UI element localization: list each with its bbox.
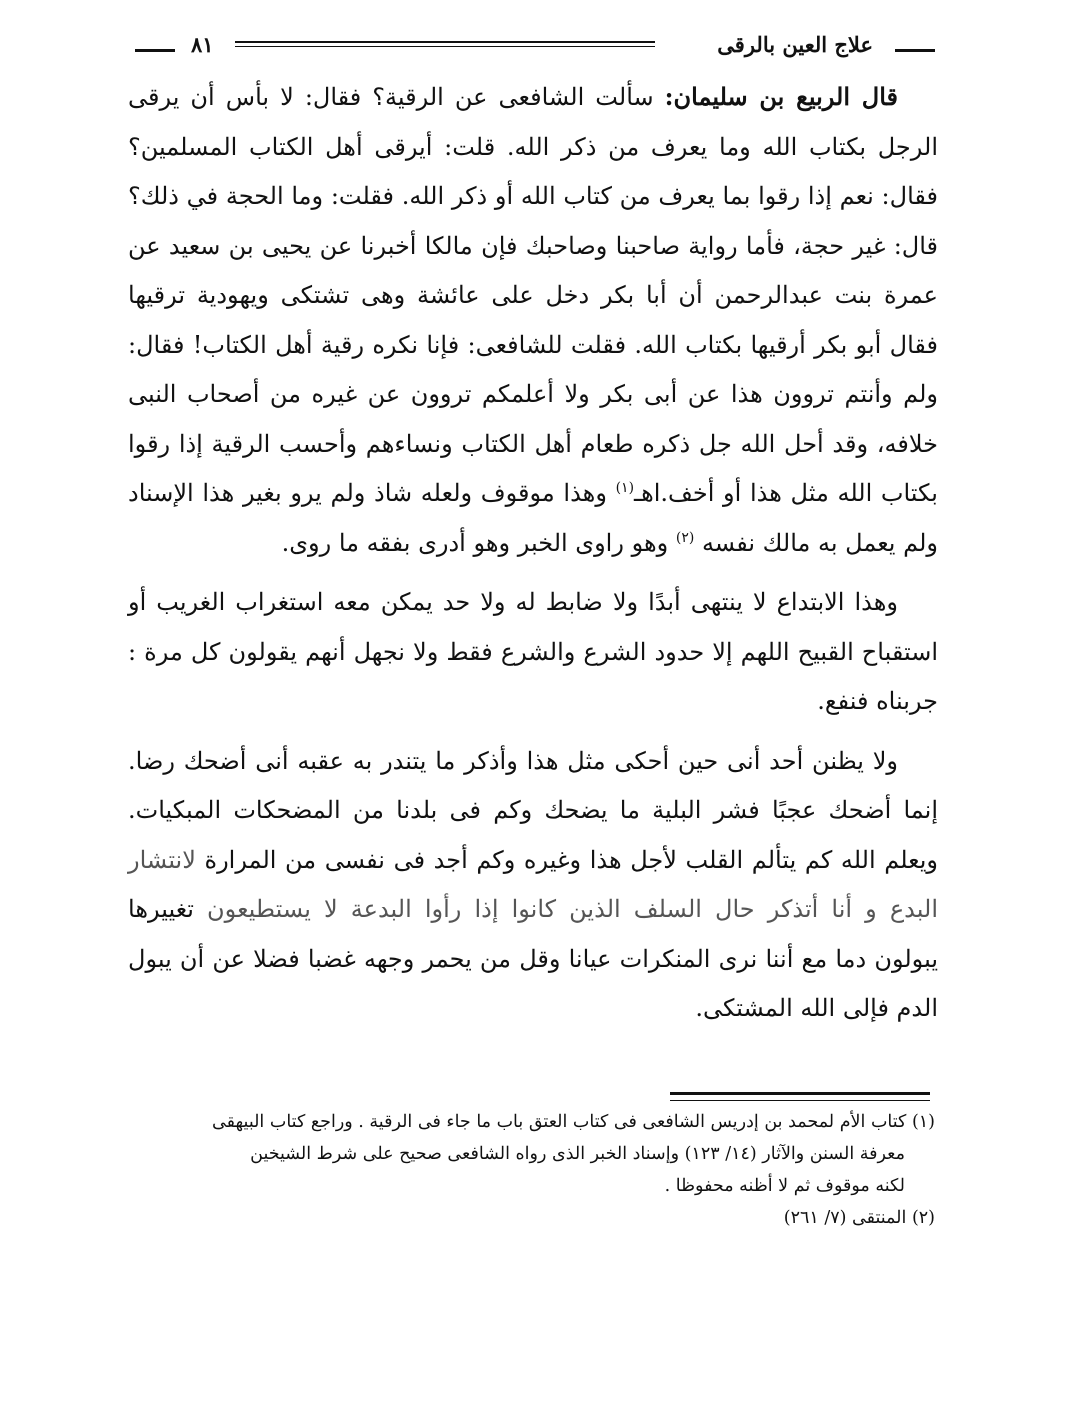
- footnote-ref-2[interactable]: (٢): [675, 529, 695, 546]
- paragraph-2: [128, 578, 938, 727]
- running-title: علاج العين بالرقى: [717, 32, 873, 57]
- footnote-1-continued: معرفة السنن والآثار (١٤/ ١٢٣) وإسناد الخبر الذى رواه الشافعى صحيح على شرط الشيخين: [250, 1144, 905, 1164]
- paragraph-text: وهذا الابتداع لا ينتهى أبدًا ولا ضابط له ولا حد يمكن معه استغراب الغريب أو استقباح القبيح اللهم إلا حدود الشرع والشرع فقط ولا نجهل أنهم يقولون كل مرة : جربناه فنفع.: [128, 588, 938, 715]
- paragraph-text: وهذا موقوف ولعله شاذ ولم يرو بغير هذا الإسناد ولم يعمل به مالك نفسه: [128, 479, 938, 557]
- footnote-rule: [670, 1092, 930, 1095]
- speaker-name: قال الربيع بن سليمان:: [664, 82, 899, 111]
- paragraph-text: وهو راوى الخبر وهو أدرى بفقه ما روى.: [281, 528, 676, 557]
- header-rule-thin: [235, 46, 655, 47]
- footnote-ref-1[interactable]: (١): [615, 480, 635, 496]
- footnote-text: المنتقى (٧/ ٢٦١): [783, 1208, 912, 1228]
- paragraph-text: ولا يظنن أحد أنى حين أحكى مثل هذا وأذكر ما يتندر به عقبه أنى أضحك رضا. إنما أضحك عجبًا فشر البلية ما يضحك وكم فى بلدنا من المضحكات المبكيات. ويعلم الله كم يتألم القلب لأجل هذا وغيره وكم أجد فى نفسى من المرارة: [128, 746, 938, 874]
- header-dash-left: [135, 49, 175, 52]
- footnote-1: [140, 1106, 935, 1138]
- main-text: [128, 72, 938, 1034]
- paragraph-3: [128, 737, 938, 1034]
- footnote-rule-thin: [670, 1100, 930, 1101]
- footnote-number: (٢): [911, 1208, 935, 1228]
- paragraph-1: [128, 72, 938, 568]
- footnote-text: كتاب الأم لمحمد بن إدريس الشافعى فى كتاب العتق باب ما جاء فى الرقية . وراجع كتاب البيهقى: [212, 1112, 912, 1132]
- paragraph-text-faded: لانتشار البدع و أنا أتذكر حال السلف الذين كانوا إذا رأوا البدعة لا يستطيعون: [128, 845, 938, 923]
- running-header: [135, 28, 935, 68]
- footnotes: [140, 1106, 935, 1234]
- header-rule: [235, 41, 655, 43]
- header-dash-right: [895, 49, 935, 52]
- page-number: ٨١: [191, 32, 214, 57]
- paragraph-text: سألت الشافعى عن الرقية؟ فقال: لا بأس أن يرقى الرجل بكتاب الله وما يعرف من ذكر الله. قلت: أيرقى أهل الكتاب المسلمين؟ فقال: نعم إذا رقوا بما يعرف من كتاب الله أو ذكر الله. فقلت: وما الحجة في ذلك؟ قال: غير حجة، فأما رواية صاحبنا وصاحبك فإن مالكا أخبرنا عن يحيى بن سعيد عن عمرة بنت عبدالرحمن أن أبا بكر دخل على عائشة وهى تشتكى ويهودية ترقيها فقال أبو بكر أرقيها بكتاب الله. فقلت للشافعى: فإنا نكره رقية أهل الكتاب! فقال: ولم وأنتم تروون هذا عن أبى بكر ولا أعلمكم تروون عن غيره من أصحاب النبى خلافه، وقد أحل الله جل ذكره طعام أهل الكتاب ونساءهم وأحسب الرقية إذا رقوا بكتاب الله مثل هذا أو أخف.اهـ: [128, 83, 939, 507]
- paragraph-text: تغييرها يبولون دما مع أننا نرى المنكرات عيانا وقل من يحمر وجهه غضبا فضلا عن أن يبول الدم فإلى الله المشتكى.: [128, 895, 939, 1022]
- footnote-1-continued: لكنه موقوف ثم لا أظنه محفوظا .: [664, 1176, 905, 1196]
- footnote-2: [140, 1202, 935, 1234]
- footnote-number: (١): [911, 1112, 935, 1132]
